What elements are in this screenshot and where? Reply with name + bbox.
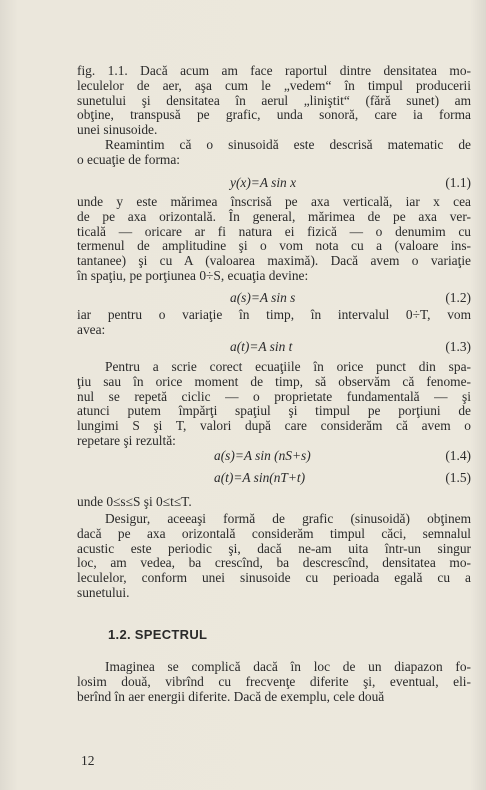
text-line: unde 0≤s≤S şi 0≤t≤T.	[77, 494, 192, 509]
paragraph-bounds	[77, 495, 471, 510]
equation-1-5	[214, 471, 471, 486]
equation-number: (1.2)	[445, 290, 471, 305]
text-line: în spaţiu, pe porţiunea 0÷S, ecuaţia devine:	[77, 267, 309, 283]
text-line: Pentru a scrie corect ecuaţiile în orice punct din spa-	[105, 359, 471, 374]
text-line: repetare şi rezultă:	[77, 432, 176, 448]
text-line: sunetului şi densitatea în aerul „liniştit“ (fără sunet) am	[77, 92, 471, 108]
text-line: de pe axa orizontală. În general, mărimea de pe axa ver-	[77, 208, 471, 224]
text-line: berînd în aer energii diferite. Dacă de exemplu, cele două	[77, 688, 385, 704]
equation-1-1	[230, 176, 471, 191]
text-line: iar pentru o variaţie în timp, în intervalul 0÷T, vom	[77, 307, 471, 322]
equation-number: (1.5)	[445, 470, 471, 485]
text-line: nul se repetă ciclic — o proprietate fundamentală — şi	[77, 388, 471, 404]
text-line: acustic este periodic şi, dacă ne-am uita într-un singur	[77, 540, 471, 556]
text-line: unde y este mărimea înscrisă pe axa verticală, iar x cea	[77, 194, 471, 209]
text-line: termenul de amplitudine şi o vom nota cu a (valoare ins-	[77, 238, 471, 254]
paragraph-fig-1-1	[77, 64, 471, 138]
text-line: o ecuaţie de forma:	[77, 151, 180, 167]
text-line: fig. 1.1. Dacă acum am face raportul dintre densitatea mo-	[77, 63, 471, 78]
paragraph-periodicity	[77, 360, 471, 449]
equation-number: (1.1)	[445, 175, 471, 190]
equation-number: (1.4)	[445, 448, 471, 463]
equation-1-2	[230, 291, 471, 306]
equation-formula: a(t)=A sin(nT+t)	[214, 470, 306, 485]
text-line: loc, am vedea, ba crescînd, ba descrescînd, densitatea mo-	[77, 555, 471, 571]
text-line: obţine, transpusă pe grafic, unda sonoră, care ia forma	[77, 107, 471, 123]
text-line: dacă pe axa orizontală considerăm timpul căci, semnalul	[77, 525, 471, 541]
text-line: losim două, vibrînd cu frecvenţe diferite şi, eventual, eli-	[77, 673, 471, 689]
text-line: lungimi S şi T, valori după care considerăm că avem o	[77, 418, 471, 434]
paragraph-amplitude	[77, 195, 471, 284]
paragraph-time-variation	[77, 308, 471, 338]
paragraph-sinusoid	[77, 138, 471, 168]
equation-number: (1.3)	[445, 339, 471, 354]
paragraph-spectrum	[77, 660, 471, 704]
section-heading: 1.2. SPECTRUL	[108, 627, 208, 642]
text-line: Reamintim că o sinusoidă este descrisă matematic de	[105, 137, 471, 152]
equation-formula: y(x)=A sin x	[230, 175, 297, 190]
text-line: Imaginea se complică dacă în loc de un diapazon fo-	[105, 659, 471, 674]
page-number: 12	[81, 753, 95, 768]
text-line: unei sinusoide.	[77, 122, 158, 138]
paragraph-time-axis	[77, 512, 471, 601]
equation-formula: a(s)=A sin s	[230, 290, 296, 305]
text-line: sunetului.	[77, 584, 130, 600]
text-line: atunci putem împărţi spaţiul şi timpul pe porţiuni de	[77, 403, 471, 419]
equation-1-3	[230, 340, 471, 355]
text-line: leculelor de aer, aşa cum le „vedem“ în timpul producerii	[77, 77, 471, 93]
text-line: leculelor, conform unei sinusoide cu perioada egală cu a	[77, 570, 471, 586]
text-line: avea:	[77, 321, 106, 337]
equation-1-4	[214, 449, 471, 464]
text-line: Desigur, aceeaşi formă de grafic (sinusoidă) obţinem	[105, 511, 471, 526]
equation-formula: a(s)=A sin (nS+s)	[214, 448, 311, 463]
text-line: ţiu sau în orice moment de timp, să observăm că fenome-	[77, 373, 471, 389]
equation-formula: a(t)=A sin t	[230, 339, 293, 354]
text-line: ticală — oricare ar fi natura ei fizică — o denumim cu	[77, 223, 471, 239]
text-line: tantanee) şi cu A (valoarea maximă). Dacă avem o variaţie	[77, 253, 471, 269]
